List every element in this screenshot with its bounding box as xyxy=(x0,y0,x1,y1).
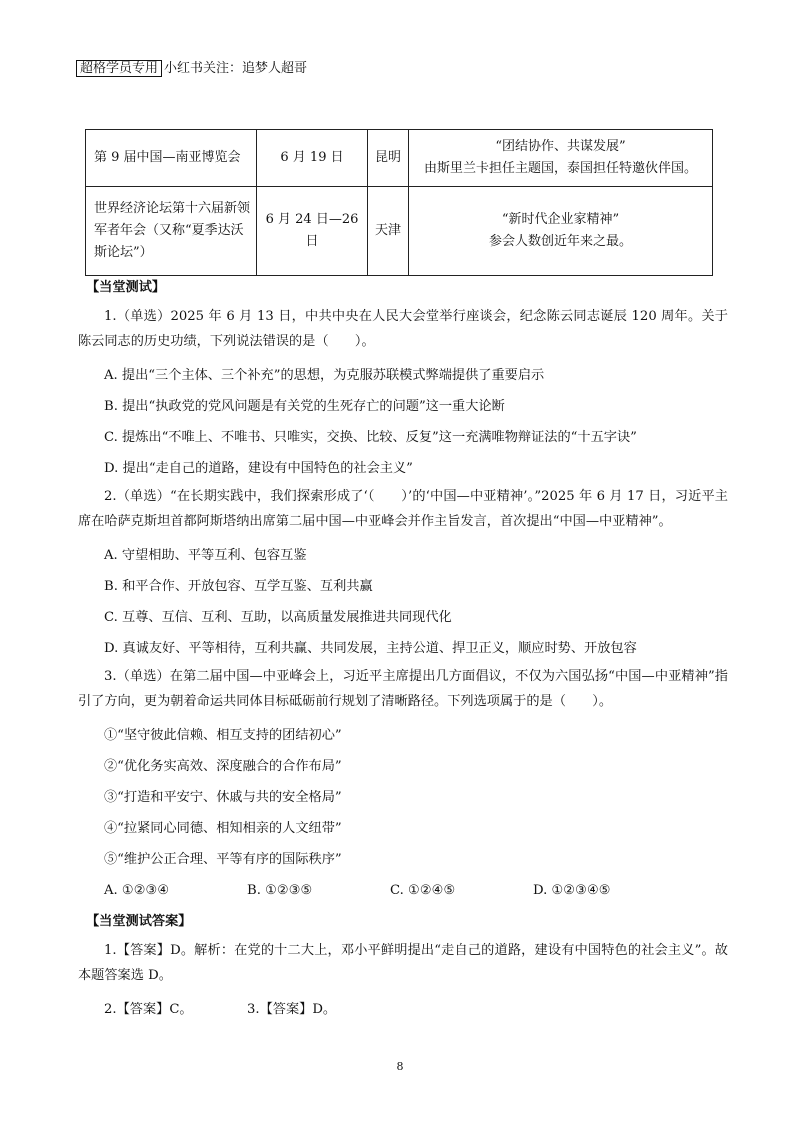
statement-1: ①“坚守彼此信赖、相互支持的团结初心” xyxy=(104,728,342,743)
option-a: A. 提出“三个主体、三个补充”的思想，为克服苏联模式弊端提供了重要启示 xyxy=(104,368,545,383)
event-place: 昆明 xyxy=(368,130,409,187)
event-name: 第 9 届中国—南亚博览会 xyxy=(86,130,257,187)
question-2 xyxy=(78,484,728,664)
page-number: 8 xyxy=(396,1060,404,1073)
option-d: D. 提出“走自己的道路，建设有中国特色的社会主义” xyxy=(104,461,413,476)
event-notes xyxy=(409,130,713,187)
table-row xyxy=(86,187,713,276)
statement-4: ④“拉紧同心同德、相知相亲的人文纽带” xyxy=(104,821,342,836)
event-notes xyxy=(409,187,713,276)
event-note: 由斯里兰卡担任主题国，泰国担任特邀伙伴国。 xyxy=(423,161,697,176)
option-b: B. ①②③⑤ xyxy=(247,883,313,898)
header-follow-text: 小红书关注：追梦人超哥 xyxy=(164,61,308,76)
event-theme: “新时代企业家精神” xyxy=(501,212,620,227)
question-stem: 2.（单选）“在长期实践中，我们探索形成了‘（ ）’的‘中国—中亚精神’。”2025 年 6 月 17 日，习近平主席在哈萨克斯坦首都阿斯塔纳出席第二届中国—中亚峰会并作主旨发言，首次提出“中国—中亚精神”。 xyxy=(78,489,728,529)
statement-2: ②“优化务实高效、深度融合的合作布局” xyxy=(104,759,342,774)
event-note: 参会人数创近年来之最。 xyxy=(488,234,632,249)
options-row xyxy=(78,875,728,906)
answer-3: 3.【答案】D。 xyxy=(247,1002,337,1017)
event-name: 世界经济论坛第十六届新领军者年会（又称“夏季达沃斯论坛”） xyxy=(86,187,257,276)
option-c: C. ①②④⑤ xyxy=(390,883,456,898)
option-a: A. 守望相助、平等互利、包容互鉴 xyxy=(104,548,307,563)
answers-row xyxy=(78,994,728,1025)
option-a: A. ①②③④ xyxy=(104,883,170,898)
table-row xyxy=(86,130,713,187)
statement-5: ⑤“维护公正合理、平等有序的国际秩序” xyxy=(104,852,342,867)
question-3 xyxy=(78,664,728,906)
answers-section-title: 【当堂测试答案】 xyxy=(86,914,192,929)
test-section-title: 【当堂测试】 xyxy=(86,280,166,295)
question-1 xyxy=(78,304,728,484)
question-stem: 1.（单选）2025 年 6 月 13 日，中共中央在人民大会堂举行座谈会，纪念陈云同志诞辰 120 周年。关于陈云同志的历史功绩，下列说法错误的是（ ）。 xyxy=(78,309,728,349)
option-b: B. 和平合作、开放包容、互学互鉴、互利共赢 xyxy=(104,579,373,594)
event-date: 6 月 24 日—26 日 xyxy=(257,187,368,276)
option-d: D. ①②③④⑤ xyxy=(533,883,611,898)
events-table xyxy=(85,129,713,276)
option-c: C. 提炼出“不唯上、不唯书、只唯实，交换、比较、反复”这一充满唯物辩证法的“十五字诀” xyxy=(104,430,637,445)
statement-3: ③“打造和平安宁、休戚与共的安全格局” xyxy=(104,790,342,805)
event-theme: “团结协作、共谋发展” xyxy=(495,139,626,154)
header-tag: 超格学员专用 xyxy=(76,60,162,77)
question-stem: 3.（单选）在第二届中国—中亚峰会上，习近平主席提出几方面倡议，不仅为六国弘扬“中国—中亚精神”指引了方向，更为朝着命运共同体目标砥砺前行规划了清晰路径。下列选项属于的是（ ）。 xyxy=(78,669,728,709)
option-b: B. 提出“执政党的党风问题是有关党的生死存亡的问题”这一重大论断 xyxy=(104,399,505,414)
event-place: 天津 xyxy=(368,187,409,276)
option-d: D. 真诚友好、平等相待，互利共赢、共同发展，主持公道、捍卫正义，顺应时势、开放包容 xyxy=(104,641,637,656)
event-date: 6 月 19 日 xyxy=(257,130,368,187)
answer-1: 1.【答案】D。解析：在党的十二大上，邓小平鲜明提出“走自己的道路，建设有中国特色的社会主义”。故本题答案选 D。 xyxy=(78,943,728,983)
main-content xyxy=(78,272,728,1025)
option-c: C. 互尊、互信、互利、互助，以高质量发展推进共同现代化 xyxy=(104,610,452,625)
page-header xyxy=(76,58,307,80)
answer-2: 2.【答案】C。 xyxy=(104,1002,193,1017)
